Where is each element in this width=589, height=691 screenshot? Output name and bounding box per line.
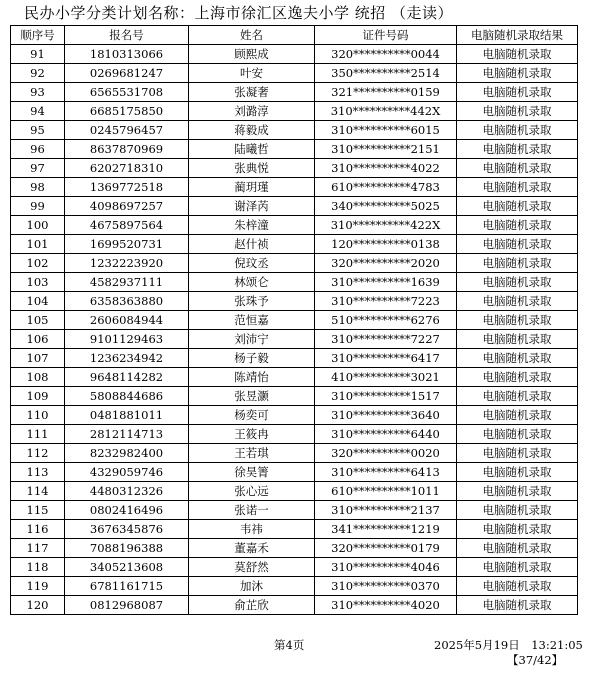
cell-name: 张心远: [189, 482, 315, 501]
cell-id-no: 320**********0020: [315, 444, 457, 463]
cell-result: 电脑随机录取: [457, 292, 578, 311]
cell-name: 陆曦哲: [189, 140, 315, 159]
table-row: [11, 368, 578, 387]
cell-result: 电脑随机录取: [457, 83, 578, 102]
cell-result: 电脑随机录取: [457, 444, 578, 463]
cell-reg-no: 9101129463: [65, 330, 189, 349]
cell-result: 电脑随机录取: [457, 216, 578, 235]
table-row: [11, 292, 578, 311]
cell-id-no: 510**********6276: [315, 311, 457, 330]
cell-result: 电脑随机录取: [457, 539, 578, 558]
cell-reg-no: 4480312326: [65, 482, 189, 501]
cell-seq: 110: [11, 406, 65, 425]
cell-seq: 109: [11, 387, 65, 406]
cell-seq: 103: [11, 273, 65, 292]
header-result: 电脑随机录取结果: [457, 26, 578, 45]
cell-id-no: 610**********4783: [315, 178, 457, 197]
cell-seq: 96: [11, 140, 65, 159]
cell-id-no: 310**********1639: [315, 273, 457, 292]
cell-name: 加沐: [189, 577, 315, 596]
cell-name: 韦祎: [189, 520, 315, 539]
cell-name: 刘潞淳: [189, 102, 315, 121]
cell-id-no: 310**********2151: [315, 140, 457, 159]
cell-seq: 100: [11, 216, 65, 235]
cell-seq: 98: [11, 178, 65, 197]
table-row: [11, 273, 578, 292]
cell-id-no: 310**********422X: [315, 216, 457, 235]
cell-result: 电脑随机录取: [457, 64, 578, 83]
cell-seq: 97: [11, 159, 65, 178]
cell-seq: 106: [11, 330, 65, 349]
cell-reg-no: 6358363880: [65, 292, 189, 311]
cell-id-no: 610**********1011: [315, 482, 457, 501]
cell-seq: 119: [11, 577, 65, 596]
cell-reg-no: 0481881011: [65, 406, 189, 425]
cell-name: 张典悦: [189, 159, 315, 178]
table-row: [11, 577, 578, 596]
cell-reg-no: 6202718310: [65, 159, 189, 178]
cell-result: 电脑随机录取: [457, 159, 578, 178]
table-row: [11, 102, 578, 121]
cell-name: 王若琪: [189, 444, 315, 463]
cell-result: 电脑随机录取: [457, 501, 578, 520]
cell-result: 电脑随机录取: [457, 235, 578, 254]
table-row: [11, 425, 578, 444]
cell-id-no: 310**********3640: [315, 406, 457, 425]
cell-reg-no: 0812968087: [65, 596, 189, 615]
cell-id-no: 310**********6015: [315, 121, 457, 140]
cell-result: 电脑随机录取: [457, 520, 578, 539]
cell-seq: 94: [11, 102, 65, 121]
cell-id-no: 310**********4020: [315, 596, 457, 615]
cell-seq: 116: [11, 520, 65, 539]
cell-id-no: 310**********442X: [315, 102, 457, 121]
table-row: [11, 482, 578, 501]
cell-name: 顾熙成: [189, 45, 315, 64]
table-row: [11, 159, 578, 178]
cell-result: 电脑随机录取: [457, 425, 578, 444]
table-row: [11, 140, 578, 159]
table-row: [11, 406, 578, 425]
cell-seq: 107: [11, 349, 65, 368]
cell-name: 朱梓潼: [189, 216, 315, 235]
cell-reg-no: 9648114282: [65, 368, 189, 387]
cell-seq: 112: [11, 444, 65, 463]
cell-seq: 115: [11, 501, 65, 520]
cell-name: 范恒嘉: [189, 311, 315, 330]
cell-reg-no: 1810313066: [65, 45, 189, 64]
table-row: [11, 254, 578, 273]
cell-result: 电脑随机录取: [457, 102, 578, 121]
cell-reg-no: 1236234942: [65, 349, 189, 368]
table-header-row: [11, 26, 578, 45]
header-reg-no: 报名号: [65, 26, 189, 45]
table-row: [11, 330, 578, 349]
cell-result: 电脑随机录取: [457, 596, 578, 615]
cell-name: 叶安: [189, 64, 315, 83]
cell-id-no: 310**********0370: [315, 577, 457, 596]
cell-id-no: 310**********7227: [315, 330, 457, 349]
cell-name: 杨奕可: [189, 406, 315, 425]
cell-id-no: 410**********3021: [315, 368, 457, 387]
table-row: [11, 501, 578, 520]
cell-id-no: 310**********7223: [315, 292, 457, 311]
table-row: [11, 216, 578, 235]
cell-seq: 111: [11, 425, 65, 444]
cell-seq: 99: [11, 197, 65, 216]
cell-reg-no: 7088196388: [65, 539, 189, 558]
cell-reg-no: 4582937111: [65, 273, 189, 292]
cell-id-no: 310**********4022: [315, 159, 457, 178]
table-row: [11, 558, 578, 577]
cell-reg-no: 8637870969: [65, 140, 189, 159]
cell-result: 电脑随机录取: [457, 178, 578, 197]
cell-result: 电脑随机录取: [457, 254, 578, 273]
cell-result: 电脑随机录取: [457, 45, 578, 64]
table-row: [11, 197, 578, 216]
cell-name: 赵什祯: [189, 235, 315, 254]
cell-name: 张珠予: [189, 292, 315, 311]
cell-name: 张昱灏: [189, 387, 315, 406]
table-row: [11, 444, 578, 463]
cell-name: 董嘉禾: [189, 539, 315, 558]
cell-seq: 102: [11, 254, 65, 273]
cell-id-no: 320**********0179: [315, 539, 457, 558]
cell-name: 蔺玥瑾: [189, 178, 315, 197]
cell-id-no: 310**********6417: [315, 349, 457, 368]
admission-table: [10, 25, 578, 615]
table-row: [11, 539, 578, 558]
cell-id-no: 310**********2137: [315, 501, 457, 520]
cell-reg-no: 4329059746: [65, 463, 189, 482]
cell-reg-no: 1369772518: [65, 178, 189, 197]
cell-seq: 117: [11, 539, 65, 558]
cell-name: 刘沛宁: [189, 330, 315, 349]
header-id-no: 证件号码: [315, 26, 457, 45]
cell-seq: 105: [11, 311, 65, 330]
cell-result: 电脑随机录取: [457, 197, 578, 216]
cell-reg-no: 5808844686: [65, 387, 189, 406]
cell-reg-no: 2606084944: [65, 311, 189, 330]
cell-name: 张凝奢: [189, 83, 315, 102]
cell-reg-no: 0269681247: [65, 64, 189, 83]
cell-name: 陈靖怡: [189, 368, 315, 387]
cell-seq: 101: [11, 235, 65, 254]
cell-result: 电脑随机录取: [457, 387, 578, 406]
cell-seq: 104: [11, 292, 65, 311]
cell-reg-no: 8232982400: [65, 444, 189, 463]
cell-reg-no: 6685175850: [65, 102, 189, 121]
cell-id-no: 120**********0138: [315, 235, 457, 254]
cell-seq: 91: [11, 45, 65, 64]
cell-seq: 118: [11, 558, 65, 577]
cell-reg-no: 3676345876: [65, 520, 189, 539]
cell-name: 莫舒然: [189, 558, 315, 577]
cell-seq: 120: [11, 596, 65, 615]
cell-result: 电脑随机录取: [457, 406, 578, 425]
cell-id-no: 340**********5025: [315, 197, 457, 216]
table-row: [11, 235, 578, 254]
cell-id-no: 320**********2020: [315, 254, 457, 273]
cell-id-no: 310**********1517: [315, 387, 457, 406]
cell-reg-no: 1232223920: [65, 254, 189, 273]
document-title: 民办小学分类计划名称：上海市徐汇区逸夫小学 统招 （走读）: [24, 4, 454, 22]
cell-seq: 93: [11, 83, 65, 102]
cell-name: 王筱冉: [189, 425, 315, 444]
cell-reg-no: 0245796457: [65, 121, 189, 140]
cell-reg-no: 2812114713: [65, 425, 189, 444]
table-row: [11, 596, 578, 615]
cell-result: 电脑随机录取: [457, 311, 578, 330]
cell-result: 电脑随机录取: [457, 558, 578, 577]
cell-reg-no: 1699520731: [65, 235, 189, 254]
page-number: 第4页: [274, 638, 305, 652]
cell-name: 谢泽芮: [189, 197, 315, 216]
cell-reg-no: 6565531708: [65, 83, 189, 102]
cell-name: 杨子毅: [189, 349, 315, 368]
cell-name: 蒋毅成: [189, 121, 315, 140]
cell-name: 林颂仑: [189, 273, 315, 292]
table-row: [11, 311, 578, 330]
cell-reg-no: 0802416496: [65, 501, 189, 520]
table-row: [11, 121, 578, 140]
table-row: [11, 349, 578, 368]
cell-name: 张诺一: [189, 501, 315, 520]
cell-seq: 108: [11, 368, 65, 387]
cell-id-no: 350**********2514: [315, 64, 457, 83]
header-seq: 顺序号: [11, 26, 65, 45]
cell-reg-no: 4098697257: [65, 197, 189, 216]
table-row: [11, 520, 578, 539]
cell-id-no: 310**********6440: [315, 425, 457, 444]
cell-result: 电脑随机录取: [457, 482, 578, 501]
table-row: [11, 178, 578, 197]
cell-result: 电脑随机录取: [457, 121, 578, 140]
table-body: [11, 45, 578, 615]
cell-result: 电脑随机录取: [457, 577, 578, 596]
page-count: 【37/42】: [507, 653, 564, 667]
cell-name: 俞芷欣: [189, 596, 315, 615]
cell-seq: 92: [11, 64, 65, 83]
cell-id-no: 320**********0044: [315, 45, 457, 64]
cell-result: 电脑随机录取: [457, 463, 578, 482]
table-row: [11, 64, 578, 83]
table-row: [11, 387, 578, 406]
cell-name: 倪玟丞: [189, 254, 315, 273]
cell-name: 徐昊箐: [189, 463, 315, 482]
cell-seq: 95: [11, 121, 65, 140]
cell-seq: 113: [11, 463, 65, 482]
cell-id-no: 310**********6413: [315, 463, 457, 482]
cell-seq: 114: [11, 482, 65, 501]
cell-result: 电脑随机录取: [457, 273, 578, 292]
cell-reg-no: 6781161715: [65, 577, 189, 596]
cell-reg-no: 4675897564: [65, 216, 189, 235]
cell-result: 电脑随机录取: [457, 140, 578, 159]
table-row: [11, 45, 578, 64]
header-name: 姓名: [189, 26, 315, 45]
cell-result: 电脑随机录取: [457, 368, 578, 387]
print-datetime: 2025年5月19日 13:21:05: [434, 638, 583, 652]
cell-id-no: 310**********4046: [315, 558, 457, 577]
cell-result: 电脑随机录取: [457, 330, 578, 349]
cell-result: 电脑随机录取: [457, 349, 578, 368]
table-row: [11, 83, 578, 102]
cell-id-no: 321**********0159: [315, 83, 457, 102]
cell-id-no: 341**********1219: [315, 520, 457, 539]
cell-reg-no: 3405213608: [65, 558, 189, 577]
table-row: [11, 463, 578, 482]
